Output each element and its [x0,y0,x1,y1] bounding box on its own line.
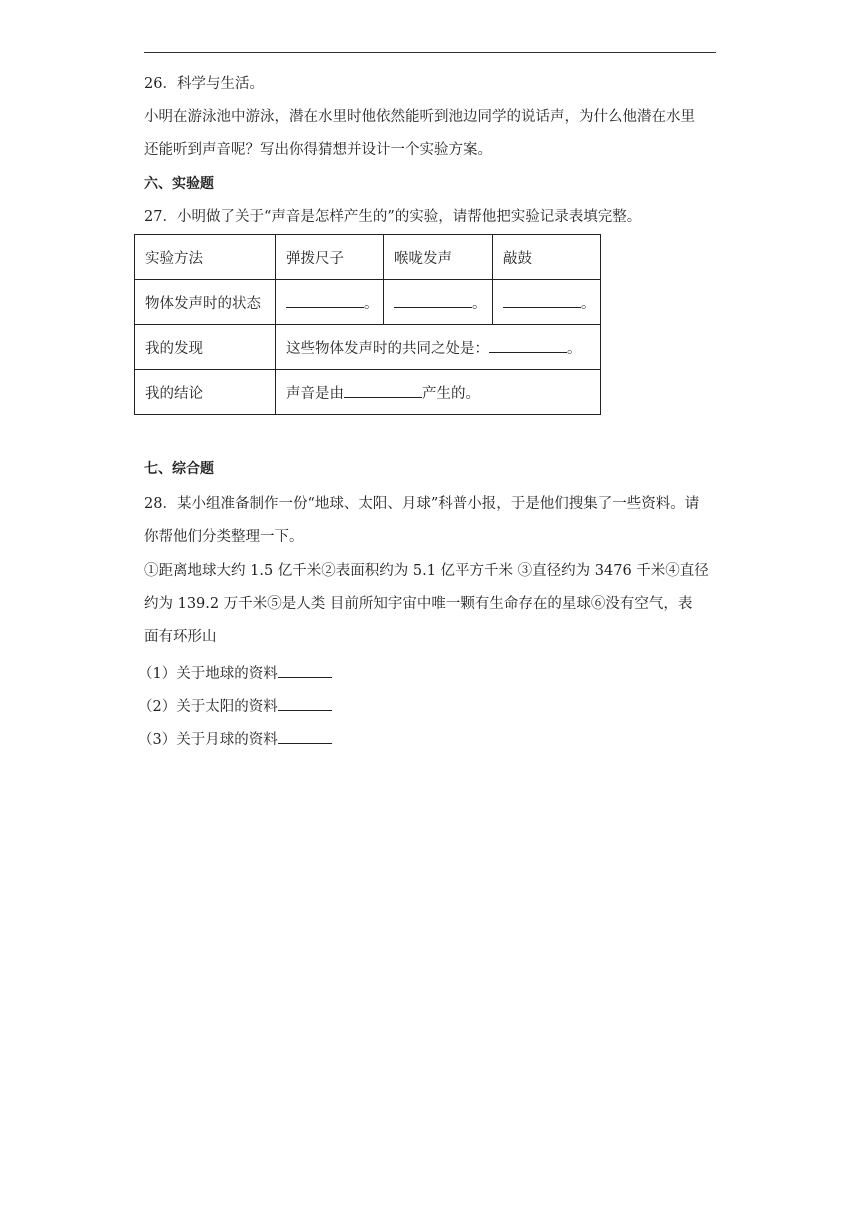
table-cell [384,280,493,325]
q28-sub1 [138,663,332,684]
answer-blank[interactable] [278,729,332,744]
table-cell [276,325,601,370]
table-cell: 我的发现 [135,325,276,370]
experiment-record-table [134,234,601,415]
sub3-label: （3）关于月球的资料 [138,732,278,748]
period: 。 [472,295,487,312]
period: 。 [567,340,582,357]
q28-line1: 28．某小组准备制作一份“地球、太阳、月球”科普小报，于是他们搜集了一些资料。请 [144,496,700,512]
table-cell: 我的结论 [135,370,276,415]
table-row [135,370,601,415]
q26-line2: 还能听到声音呢？写出你得猜想并设计一个实验方案。 [144,142,492,158]
table-row [135,280,601,325]
q28-line2: 你帮他们分类整理一下。 [144,529,304,545]
answer-blank[interactable] [286,293,364,308]
answer-blank[interactable] [344,383,422,398]
table-cell [493,280,601,325]
sub1-label: （1）关于地球的资料 [138,666,278,682]
period: 。 [364,295,379,312]
table-cell [276,370,601,415]
q28-line4: 约为 139.2 万千米⑤是人类 目前所知宇宙中唯一颗有生命存在的星球⑥没有空气，表 [144,596,693,612]
answer-blank[interactable] [394,293,472,308]
table-cell: 喉咙发声 [384,235,493,280]
table-cell [276,280,384,325]
conclusion-suffix: 产生的。 [422,385,480,402]
finding-text: 这些物体发声时的共同之处是： [286,340,489,357]
q28-sub3 [138,729,332,750]
q28-sub2 [138,696,332,717]
q28-line5: 面有环形山 [144,629,217,645]
answer-blank[interactable] [278,663,332,678]
q26-line1: 小明在游泳池中游泳，潜在水里时他依然能听到池边同学的说话声，为什么他潜在水里 [144,109,695,125]
q27-title: 27．小明做了关于“声音是怎样产生的”的实验，请帮他把实验记录表填完整。 [144,209,642,225]
answer-blank[interactable] [489,338,567,353]
table-row [135,325,601,370]
section6-heading: 六、实验题 [144,176,214,192]
table-cell: 物体发声时的状态 [135,280,276,325]
sub2-label: （2）关于太阳的资料 [138,699,278,715]
answer-blank[interactable] [278,696,332,711]
q28-line3: ①距离地球大约 1.5 亿千米②表面积约为 5.1 亿平方千米 ③直径约为 3476 千米④直径 [144,563,709,579]
conclusion-prefix: 声音是由 [286,385,344,402]
answer-blank[interactable] [503,293,581,308]
header-rule [144,52,716,53]
table-row [135,235,601,280]
table-cell: 弹拨尺子 [276,235,384,280]
q26-title: 26．科学与生活。 [144,76,264,92]
section7-heading: 七、综合题 [144,461,214,477]
period: 。 [581,295,596,312]
table-cell: 敲鼓 [493,235,601,280]
table-cell: 实验方法 [135,235,276,280]
